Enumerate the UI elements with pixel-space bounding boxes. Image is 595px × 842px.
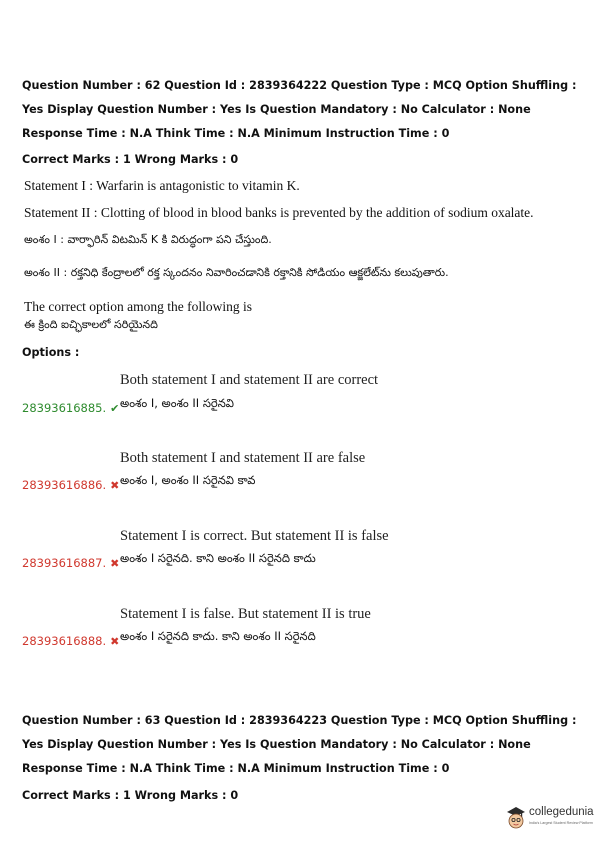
question-63-marks: Correct Marks : 1 Wrong Marks : 0	[22, 789, 239, 802]
check-icon: ✔	[110, 402, 120, 415]
option-2-english: Both statement I and statement II are false	[120, 450, 366, 466]
option-3-telugu: అంశం I సరైనది. కాని అంశం II సరైనది కాదు	[120, 551, 316, 565]
options-label: Options :	[22, 346, 80, 359]
statement-2-english: Statement II : Clotting of blood in blood banks is prevented by the addition of sodium oxalate.	[24, 205, 534, 220]
question-63-meta: Question Number : 63 Question Id : 2839364223 Question Type : MCQ Option Shuffling : Yes Display Question Number : Yes Is Question Mandatory : No Calculator : None Response Time : N.A Think Time : N.A Minimum Instruction Time : 0	[22, 714, 581, 775]
option-2-number: 28393616886.	[22, 478, 107, 492]
student-mascot-icon	[505, 806, 527, 830]
question-62-meta: Question Number : 62 Question Id : 2839364222 Question Type : MCQ Option Shuffling : Yes Display Question Number : Yes Is Question Mandatory : No Calculator : None Response Time : N.A Think Time : N.A Minimum Instruction Time : 0	[22, 79, 581, 140]
option-2-id	[22, 478, 119, 492]
option-4-english: Statement I is false. But statement II is true	[120, 606, 371, 622]
collegedunia-logo	[505, 804, 593, 834]
option-3-english: Statement I is correct. But statement II is false	[120, 528, 389, 544]
statement-2-telugu: అంశం II : రక్తనిధి కేంద్రాలలో రక్త స్కందనం నివారించడానికి రక్తానికి సోడియం ఆక్జలేట్‌ను కలుపుతారు.	[24, 266, 449, 279]
option-4-telugu: అంశం I సరైనది కాదు. కాని అంశం II సరైనది	[120, 629, 316, 643]
cross-icon: ✖	[110, 557, 120, 570]
option-1-number: 28393616885.	[22, 401, 107, 415]
option-1-telugu: అంశం I, అంశం II సరైనవి	[120, 396, 234, 410]
statement-1-english: Statement I : Warfarin is antagonistic to vitamin K.	[24, 178, 300, 193]
logo-tagline: India's Largest Student Review Platform	[529, 821, 593, 825]
option-4-number: 28393616888.	[22, 634, 107, 648]
cross-icon: ✖	[110, 479, 120, 492]
option-2-telugu: అంశం I, అంశం II సరైనవి కావ	[120, 473, 256, 487]
prompt-english: The correct option among the following is	[24, 299, 252, 314]
option-3-id	[22, 556, 119, 570]
statement-1-telugu: అంశం I : వార్ఫారిన్ విటమిన్ K కి విరుద్ధంగా పని చేస్తుంది.	[24, 233, 272, 246]
option-4-id	[22, 634, 119, 648]
cross-icon: ✖	[110, 635, 120, 648]
question-62-marks: Correct Marks : 1 Wrong Marks : 0	[22, 153, 239, 166]
option-1-english: Both statement I and statement II are correct	[120, 372, 379, 388]
option-3-number: 28393616887.	[22, 556, 107, 570]
option-1-id	[22, 401, 119, 415]
logo-name: collegedunia	[529, 806, 594, 818]
prompt-telugu: ఈ క్రింది ఐచ్ఛికాలలో సరియైనది	[24, 318, 158, 331]
